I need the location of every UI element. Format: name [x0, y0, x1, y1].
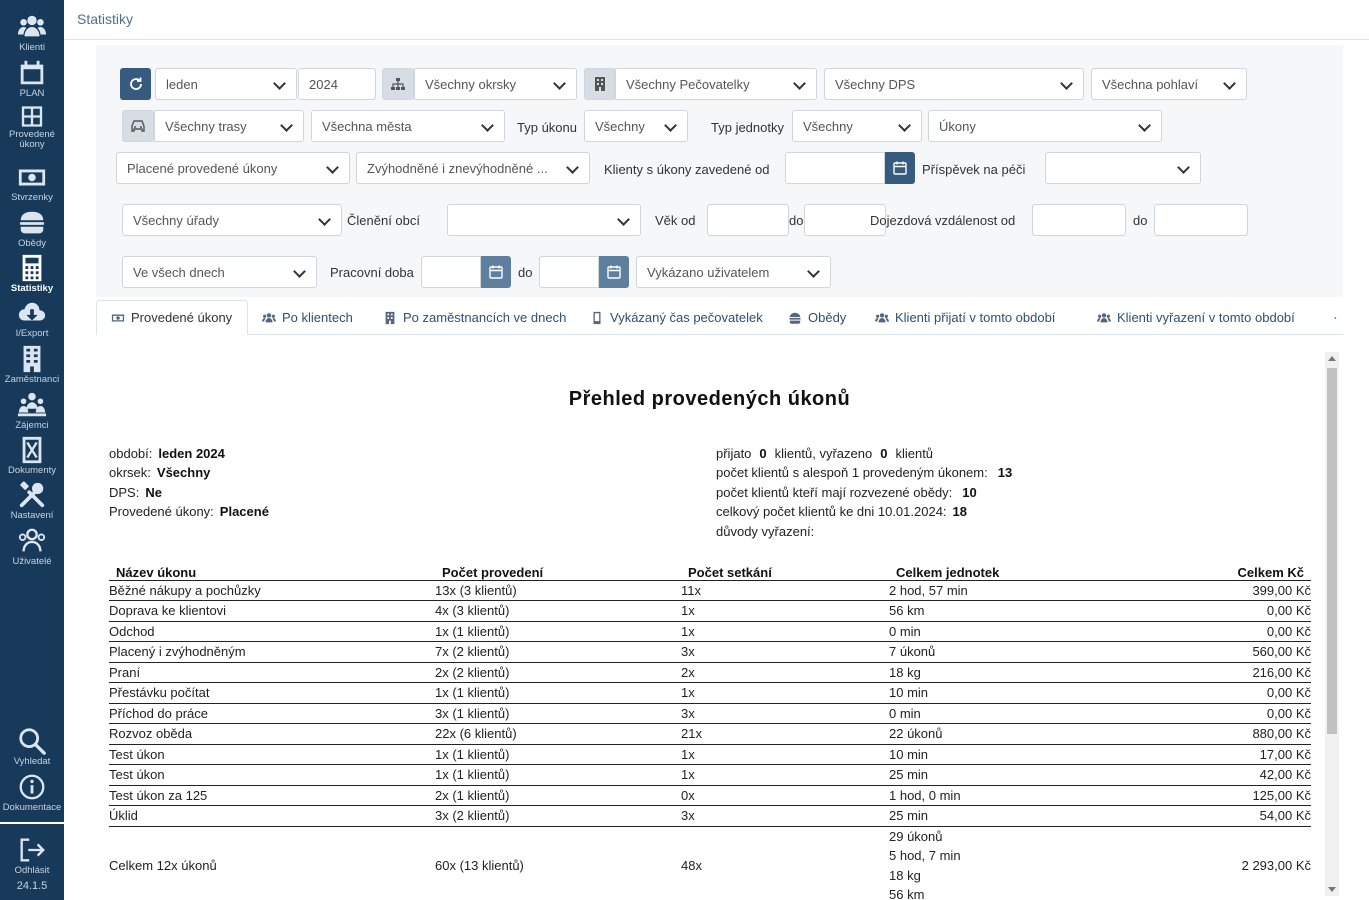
- table-cell: 2x: [681, 662, 889, 683]
- money-icon: [17, 162, 47, 192]
- table-cell: 10 min: [889, 744, 1139, 765]
- table-cell: 0,00 Kč: [1139, 703, 1311, 724]
- table-cell: Běžné nákupy a pochůzky: [109, 580, 435, 601]
- table-cell: 399,00 Kč: [1139, 580, 1311, 601]
- table-cell: 11x: [681, 580, 889, 601]
- table-row: [109, 662, 1311, 683]
- document-icon: [17, 435, 47, 465]
- distance-from-input[interactable]: [1032, 204, 1126, 236]
- work-time-to-calendar-button[interactable]: [599, 256, 629, 288]
- distance-from-label: Dojezdová vzdálenost od: [870, 213, 1016, 228]
- info-district: okrsek: Všechny: [109, 465, 211, 480]
- action-type-select[interactable]: Všechny: [584, 110, 688, 142]
- table-cell: 1x (1 klientů): [435, 621, 681, 642]
- tab-klienti-prijati[interactable]: Klienti přijatí v tomto období: [875, 300, 1055, 335]
- app-version: 24.1.5: [16, 880, 48, 892]
- column-header: Celkem jednotek: [889, 560, 1139, 580]
- table-cell: 1x: [681, 683, 889, 704]
- total-unit: 5 hod, 7 min: [889, 848, 961, 863]
- tab-obedy[interactable]: Obědy: [788, 300, 846, 335]
- phone-icon: [590, 311, 604, 325]
- column-header: Název úkonu: [109, 560, 435, 580]
- table-cell: 1x: [681, 765, 889, 786]
- table-cell: 10 min: [889, 683, 1139, 704]
- tab-provedene-ukony[interactable]: Provedené úkony: [96, 300, 248, 335]
- total-unit: 18 kg: [889, 867, 921, 883]
- building-icon: [17, 344, 47, 374]
- building-icon: [592, 76, 608, 92]
- sidebar-item-nastaveni[interactable]: Nastavení: [0, 480, 64, 526]
- caregiver-addon: [584, 68, 615, 100]
- user-group-icon: [17, 526, 47, 556]
- info-reasons: důvody vyřazení:: [716, 524, 815, 539]
- work-time-label: Pracovní doba: [330, 265, 414, 280]
- table-cell: Přestávku počítat: [109, 683, 435, 704]
- table-row: [109, 806, 1311, 827]
- advantaged-select[interactable]: Zvýhodněné i znevýhodněné ...: [356, 152, 590, 184]
- table-cell: 0 min: [889, 703, 1139, 724]
- sidebar-item-obedy[interactable]: Obědy: [0, 208, 64, 254]
- table-cell: 1x: [681, 621, 889, 642]
- money-icon: [111, 311, 125, 325]
- group-icon: [17, 390, 47, 420]
- table-cell: 4x (3 klientů): [435, 601, 681, 622]
- table-cell: 1x: [681, 744, 889, 765]
- sidebar-item-uzivatele[interactable]: Uživatelé: [0, 526, 64, 572]
- table-cell: 25 min: [889, 765, 1139, 786]
- days-select[interactable]: Ve všech dnech: [122, 256, 317, 288]
- table-cell: 0,00 Kč: [1139, 601, 1311, 622]
- clients-from-label: Klienty s úkony zavedené od: [604, 162, 770, 177]
- table-row: [109, 724, 1311, 745]
- actions-select[interactable]: Úkony: [928, 110, 1162, 142]
- table-cell: 48x: [681, 858, 702, 873]
- table-cell: Rozvoz oběda: [109, 724, 435, 745]
- actions-table: [109, 560, 1311, 900]
- search-icon: [17, 726, 47, 756]
- district-addon: [382, 68, 414, 100]
- column-header: Počet provedení: [435, 560, 681, 580]
- refresh-button[interactable]: [120, 68, 151, 100]
- total-unit: 29 úkonů: [889, 828, 943, 844]
- info-min-one: počet klientů s alespoň 1 provedeným úkonem: 13: [716, 465, 1013, 480]
- column-header: Celkem Kč: [1139, 560, 1311, 580]
- table-cell: 2 293,00 Kč: [1241, 858, 1311, 873]
- users-icon: [17, 12, 47, 42]
- calendar-icon: [17, 58, 47, 88]
- sidebar-item-stvrzenky[interactable]: Stvrzenky: [0, 162, 64, 208]
- sidebar-item-zamestnanci[interactable]: Zaměstnanci: [0, 344, 64, 390]
- grid-icon: [17, 104, 47, 129]
- sidebar-item-vyhledat[interactable]: Vyhledat: [0, 726, 64, 772]
- route-select[interactable]: Všechny trasy: [154, 110, 304, 142]
- dps-select[interactable]: Všechny DPS: [824, 68, 1084, 100]
- offices-select[interactable]: Všechny úřady: [122, 204, 342, 236]
- report-content: [96, 350, 1343, 900]
- table-cell: 22x (6 klientů): [435, 724, 681, 745]
- table-cell: [889, 826, 1139, 900]
- scroll-down-arrow-icon[interactable]: [1328, 887, 1336, 892]
- users-icon: [1097, 311, 1111, 325]
- table-cell: Test úkon: [109, 744, 435, 765]
- caregiver-select[interactable]: Všechny Pečovatelky: [615, 68, 817, 100]
- scroll-up-arrow-icon[interactable]: [1328, 356, 1336, 361]
- cloud-download-icon: [17, 298, 47, 328]
- table-cell: 216,00 Kč: [1139, 662, 1311, 683]
- calendar-icon: [892, 160, 908, 176]
- age-to-label: do: [789, 213, 804, 228]
- page-header: [64, 0, 1369, 40]
- table-cell: Celkem 12x úkonů: [109, 858, 217, 873]
- table-row: [109, 703, 1311, 724]
- total-units-list: [889, 827, 1139, 900]
- table-cell: 0x: [681, 785, 889, 806]
- clients-from-input[interactable]: [785, 152, 885, 184]
- sitemap-icon: [390, 76, 406, 92]
- users-icon: [262, 311, 276, 325]
- logout-icon: [17, 835, 47, 865]
- municipality-select[interactable]: [447, 204, 641, 236]
- info-dps: DPS: Ne: [109, 485, 162, 500]
- table-cell: 25 min: [889, 806, 1139, 827]
- table-cell: 880,00 Kč: [1139, 724, 1311, 745]
- gender-select[interactable]: Všechna pohlaví: [1091, 68, 1247, 100]
- table-cell: 560,00 Kč: [1139, 642, 1311, 663]
- distance-to-input[interactable]: [1154, 204, 1248, 236]
- table-cell: 2 hod, 57 min: [889, 580, 1139, 601]
- table-row: [109, 744, 1311, 765]
- table-cell: 3x: [681, 703, 889, 724]
- burger-icon: [17, 208, 47, 238]
- info-total-clients: celkový počet klientů ke dni 10.01.2024: 18: [716, 504, 968, 519]
- table-cell: Doprava ke klientovi: [109, 601, 435, 622]
- municipality-label: Členění obcí: [347, 213, 420, 228]
- table-row: [109, 785, 1311, 806]
- sidebar-item-provedene-ukony[interactable]: Provedené úkony: [0, 104, 64, 150]
- building-icon: [383, 311, 397, 325]
- work-time-from-input[interactable]: [421, 256, 481, 288]
- care-contribution-label: Příspěvek na péči: [922, 162, 1026, 177]
- table-cell: 2x (2 klientů): [435, 662, 681, 683]
- table-cell: Praní: [109, 662, 435, 683]
- scrollbar-thumb[interactable]: [1327, 368, 1337, 734]
- sidebar-separator: [0, 822, 64, 824]
- burger-icon: [788, 311, 802, 325]
- table-cell: Příchod do práce: [109, 703, 435, 724]
- sidebar: [0, 0, 64, 900]
- sidebar-item-dokumentace[interactable]: Dokumentace: [0, 772, 64, 818]
- table-cell: 17,00 Kč: [1139, 744, 1311, 765]
- users-icon: [1334, 311, 1337, 325]
- info-period: období: leden 2024: [109, 446, 225, 461]
- sidebar-item-export[interactable]: I/Export: [0, 298, 64, 344]
- calendar-icon: [488, 264, 504, 280]
- table-cell: 54,00 Kč: [1139, 806, 1311, 827]
- table-cell: 1 hod, 0 min: [889, 785, 1139, 806]
- table-row: [109, 621, 1311, 642]
- total-unit: 56 km: [889, 887, 925, 900]
- report-title: Přehled provedených úkonů: [568, 388, 851, 410]
- table-cell: 22 úkonů: [889, 724, 1139, 745]
- table-cell: Úklid: [109, 806, 435, 827]
- column-header: Počet setkání: [681, 560, 889, 580]
- table-cell: 7 úkonů: [889, 642, 1139, 663]
- table-body: [109, 580, 1311, 900]
- table-cell: 3x: [681, 642, 889, 663]
- table-cell: 13x (3 klientů): [435, 580, 681, 601]
- age-from-input[interactable]: [707, 204, 789, 236]
- city-select[interactable]: Všechna města: [311, 110, 505, 142]
- table-cell: Placený i zvýhodněným: [109, 642, 435, 663]
- table-row: [109, 642, 1311, 663]
- table-cell: Odchod: [109, 621, 435, 642]
- table-cell: 3x (1 klientů): [435, 703, 681, 724]
- table-row: [109, 580, 1311, 601]
- info-actions: Provedené úkony: Placené: [109, 504, 269, 519]
- sidebar-item-klienti[interactable]: Klienti: [0, 12, 64, 58]
- info-meals: počet klientů kteří mají rozvezené obědy: 10: [716, 485, 977, 500]
- tab-vykazany-cas[interactable]: Vykázaný čas pečovatelek: [590, 300, 763, 335]
- unit-type-select[interactable]: Všechny: [792, 110, 922, 142]
- unit-type-label: Typ jednotky: [711, 120, 784, 135]
- table-cell: 2x (1 klientů): [435, 785, 681, 806]
- table-cell: 1x: [681, 601, 889, 622]
- tools-icon: [17, 480, 47, 510]
- table-header-row: [109, 560, 1311, 580]
- table-cell: 21x: [681, 724, 889, 745]
- table-cell: Test úkon: [109, 765, 435, 786]
- distance-to-label: do: [1133, 213, 1148, 228]
- refresh-icon: [128, 76, 144, 92]
- tab-po-klientech[interactable]: Po klientech: [262, 300, 353, 335]
- clients-from-calendar-button[interactable]: [885, 152, 915, 184]
- sidebar-item-odhlasit[interactable]: Odhlásit: [0, 835, 64, 881]
- table-cell: 1x (1 klientů): [435, 765, 681, 786]
- reported-by-select[interactable]: Vykázano uživatelem: [636, 256, 831, 288]
- table-cell: 3x: [681, 806, 889, 827]
- tab-more[interactable]: [1334, 300, 1343, 335]
- table-cell: 125,00 Kč: [1139, 785, 1311, 806]
- table-cell: 60x (13 klientů): [435, 858, 524, 873]
- table-cell: 18 kg: [889, 662, 1139, 683]
- month-select[interactable]: leden: [155, 68, 297, 100]
- car-icon: [130, 118, 146, 134]
- sidebar-item-plan[interactable]: PLAN: [0, 58, 64, 104]
- sidebar-item-dokumenty[interactable]: Dokumenty: [0, 435, 64, 481]
- year-input[interactable]: 2024: [298, 68, 376, 100]
- calendar-icon: [606, 264, 622, 280]
- table-row: [109, 765, 1311, 786]
- care-contribution-select[interactable]: [1045, 152, 1201, 184]
- report-tabs: [96, 300, 1343, 335]
- work-time-to-label: do: [518, 265, 533, 280]
- table-cell: 56 km: [889, 601, 1139, 622]
- table-cell: 7x (2 klientů): [435, 642, 681, 663]
- work-time-to-input[interactable]: [539, 256, 599, 288]
- sidebar-item-zajemci[interactable]: Zájemci: [0, 390, 64, 436]
- tab-po-zamestnancich[interactable]: Po zaměstnancích ve dnech: [383, 300, 566, 335]
- users-icon: [875, 311, 889, 325]
- table-cell: Test úkon za 125: [109, 785, 435, 806]
- table-cell: 1x (1 klientů): [435, 744, 681, 765]
- table-cell: 0,00 Kč: [1139, 683, 1311, 704]
- action-type-label: Typ úkonu: [517, 120, 577, 135]
- table-cell: 0 min: [889, 621, 1139, 642]
- paid-select[interactable]: Placené provedené úkony: [116, 152, 350, 184]
- age-from-label: Věk od: [655, 213, 696, 228]
- tab-klienti-vyrazeni[interactable]: Klienti vyřazení v tomto období: [1097, 300, 1295, 335]
- sidebar-item-statistiky[interactable]: Statistiky: [0, 253, 64, 299]
- info-icon: [17, 772, 47, 802]
- district-select[interactable]: Všechny okrsky: [414, 68, 577, 100]
- table-row: [109, 601, 1311, 622]
- table-row: [109, 683, 1311, 704]
- table-cell: 3x (2 klientů): [435, 806, 681, 827]
- table-cell: 1x (1 klientů): [435, 683, 681, 704]
- calculator-icon: [17, 253, 47, 283]
- report-scrollbar[interactable]: [1325, 352, 1339, 896]
- table-cell: 42,00 Kč: [1139, 765, 1311, 786]
- table-cell: 0,00 Kč: [1139, 621, 1311, 642]
- work-time-from-calendar-button[interactable]: [481, 256, 511, 288]
- info-accepted: přijato 0 klientů, vyřazeno 0 klientů: [716, 446, 934, 461]
- route-addon: [122, 110, 154, 142]
- table-total-row: [109, 826, 1311, 900]
- page-title: Statistiky: [77, 11, 134, 27]
